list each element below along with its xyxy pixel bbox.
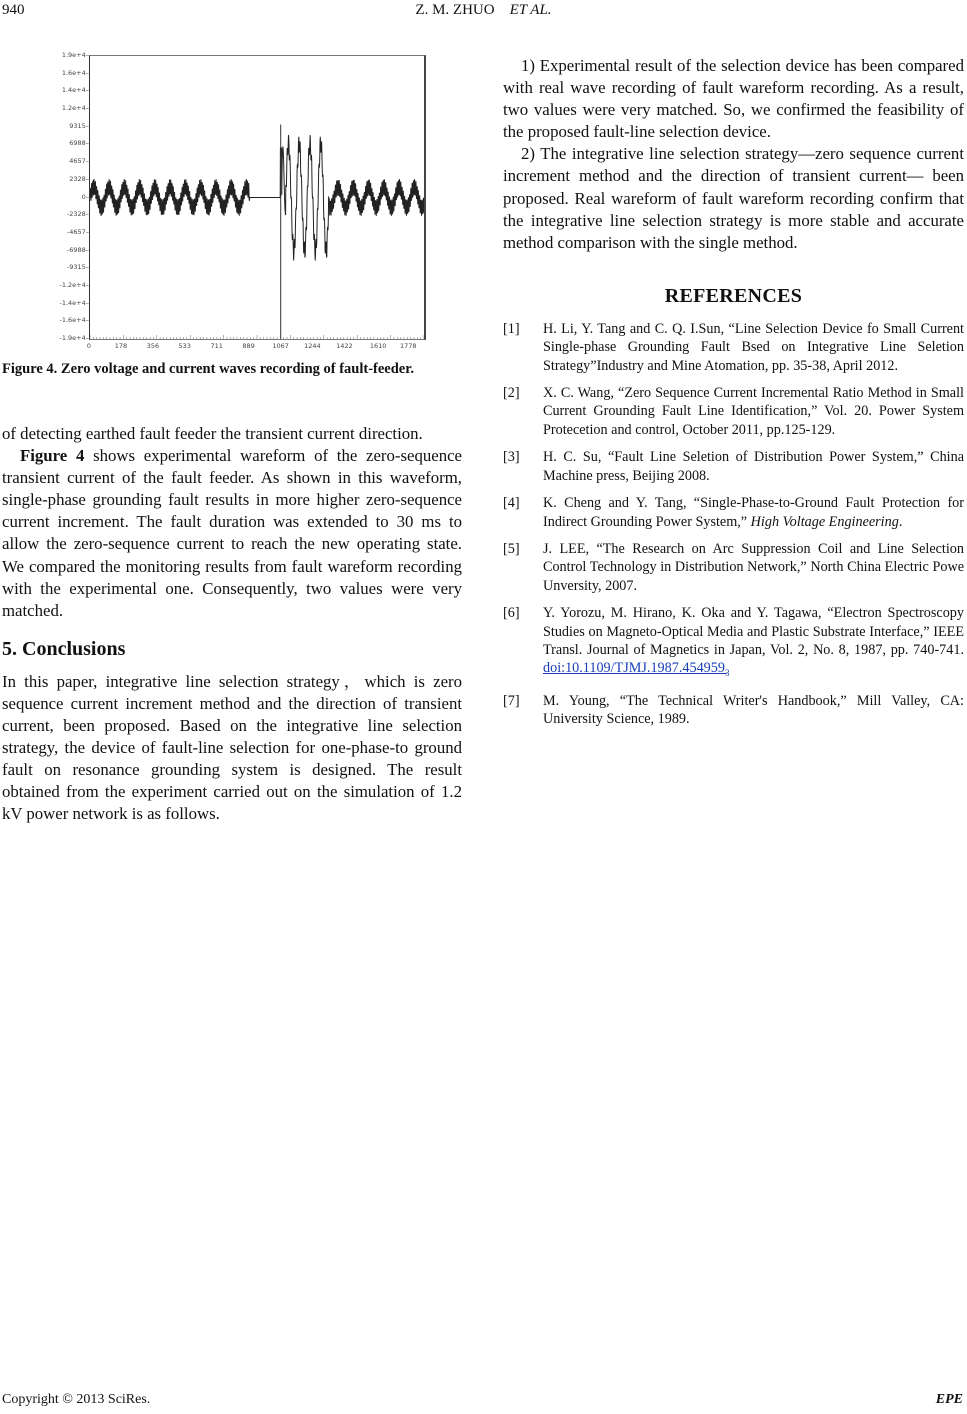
section-heading-conclusions: 5. Conclusions <box>2 637 126 660</box>
y-tick-label: -9315– <box>66 263 89 272</box>
paragraph-figure-4-description: Figure 4 shows experimental wareform of the zero-sequence transient current of the fault feeder. As shown in this waveform, single-phase grounding fault results in more higher zero-sequence current increment. The fault duration was extended to 30 ms to allow the zero-sequence current to reach the new operating state. We compared the monitoring results from fault wareform recording with the experimental one. Consequently, two values were very matched. <box>2 446 462 620</box>
y-tick-label: 9315– <box>69 121 89 130</box>
running-head-authors: Z. M. ZHUO <box>415 2 495 18</box>
x-tick-label: 1244 <box>304 342 321 350</box>
y-tick-label: 2328– <box>69 174 89 183</box>
page-number: 940 <box>2 2 25 18</box>
reference-item: [7] M. Young, “The Technical Writer's Handbook,” Mill Valley, CA: University Science, 1989. <box>503 692 964 727</box>
y-tick-label: 6988– <box>69 139 89 148</box>
reference-item: [6] Y. Yorozu, M. Hirano, K. Oka and Y. Tagawa, “Electron Spectroscopy Studies on Magneto-Optical Media and Plastic Substrate Interface,” IEEE Transl. Journal of Magnetics in Japan, Vol. 2, No. 8, 1987, pp. 740-741. $doi:10.1109/TJMJ.1987.454959_3$ <box>503 605 964 679</box>
y-tick-label: -1.4e+4– <box>59 298 89 307</box>
paragraph-conclusions: In this paper, integrative line selection strategy，which is zero sequence current increment method and the direction of transient current, been proposed. Based on the integrative line selection strategy, the device of fault-line selection for one-phase-to ground fault on resonance grounding system is designed. The result obtained from the experiment carried out on the simulation of 1.2 kV power network is as follows. <box>2 671 462 824</box>
journal-title: High Voltage Engineering <box>750 513 899 530</box>
x-tick-label: 711 <box>210 342 223 350</box>
x-tick-label: 1422 <box>336 342 353 350</box>
conclusion-point-2: 2) The integrative line selection strategy—zero sequence current increment method and the direction of transient current— been proposed. Real wareform of fault wareform recording confirm that the integrative line selection strategy is more stable and accurate method comparison with the single method. <box>503 144 964 252</box>
figure-reference[interactable]: Figure 4 <box>20 446 85 466</box>
x-tick-label: 533 <box>178 342 191 350</box>
reference-item: [5] J. LEE, “The Research on Arc Suppression Coil and Line Selection Control Technology in Distribution Network,” North China Electric Powe Unversity, 2007. <box>503 540 964 594</box>
x-tick-label: 1067 <box>272 342 289 350</box>
conclusion-point-1: 1) Experimental result of the selection device has been compared with real wave recording of fault wareform recording. As a result, two values were very matched. So, we confirmed the feasibility of the proposed fault-line selection device. <box>503 56 964 142</box>
reference-list <box>503 320 964 729</box>
y-tick-label: 4657– <box>69 157 89 166</box>
references-heading: REFERENCES <box>664 284 803 307</box>
x-tick-label: 178 <box>114 342 128 350</box>
x-tick-label: 889 <box>242 342 255 350</box>
right-column <box>503 55 964 737</box>
footer-copyright: Copyright © 2013 SciRes. <box>2 1392 151 1407</box>
y-tick-label: -2328– <box>66 210 89 219</box>
y-tick-label: 1.9e+4– <box>61 51 89 59</box>
reference-item: [1] H. Li, Y. Tang and C. Q. I.Sun, “Line Selection Device fo Small Current Single-phase Grounding Fault Bsed on Integrative Line Seletion Strategy”Industry and Mine Atomation, pp. 35-38, April 2012. <box>503 320 964 374</box>
y-tick-label: 0– <box>81 192 89 201</box>
reference-item: [4] K. Cheng and Y. Tang, “Single-Phase-to-Ground Fault Protection for Indirect Grounding Power System,” High Voltage Engineering. <box>503 495 964 530</box>
y-tick-label: -1.2e+4– <box>59 280 89 289</box>
reference-item: [3] H. C. Su, “Fault Line Seletion of Distribution Power System,” China Machine press, Beijing 2008. <box>503 449 964 484</box>
running-head <box>0 2 967 19</box>
y-tick-label: 1.4e+4– <box>61 86 89 95</box>
y-tick-label: 1.2e+4– <box>61 104 89 113</box>
x-tick-label: 0 <box>86 342 92 350</box>
running-head-et-al: ET AL. <box>509 2 552 18</box>
waveform-line <box>90 56 424 339</box>
x-tick-label: 1778 <box>399 342 417 350</box>
y-tick-label: -6988– <box>66 245 89 254</box>
footer-journal: EPE <box>935 1392 963 1407</box>
x-tick-label: 1610 <box>369 342 387 350</box>
y-tick-label: -4657– <box>66 227 89 236</box>
reference-item: [2] X. C. Wang, “Zero Sequence Current Incremental Ratio Method in Small Current Grounding Fault Line Identification,” Vol. 20. Power System Protecetion and control, October 2011, pp.125-129. <box>503 385 964 438</box>
x-tick-label: 356 <box>146 342 160 350</box>
left-column <box>2 423 462 826</box>
figure-caption: Figure 4. Zero voltage and current waves recording of fault-feeder. <box>2 361 414 377</box>
y-tick-label: -1.6e+4– <box>59 316 89 325</box>
y-tick-label: -1.9e+4– <box>59 334 89 342</box>
plot-area <box>89 55 426 340</box>
y-tick-label: 1.6e+4– <box>61 68 89 77</box>
figure-4-waveform-chart <box>34 52 429 352</box>
paragraph: of detecting earthed fault feeder the transient current direction. <box>2 424 423 443</box>
doi-link[interactable]: $doi:10.1109/TJMJ.1987.454959_3$ <box>543 660 730 679</box>
